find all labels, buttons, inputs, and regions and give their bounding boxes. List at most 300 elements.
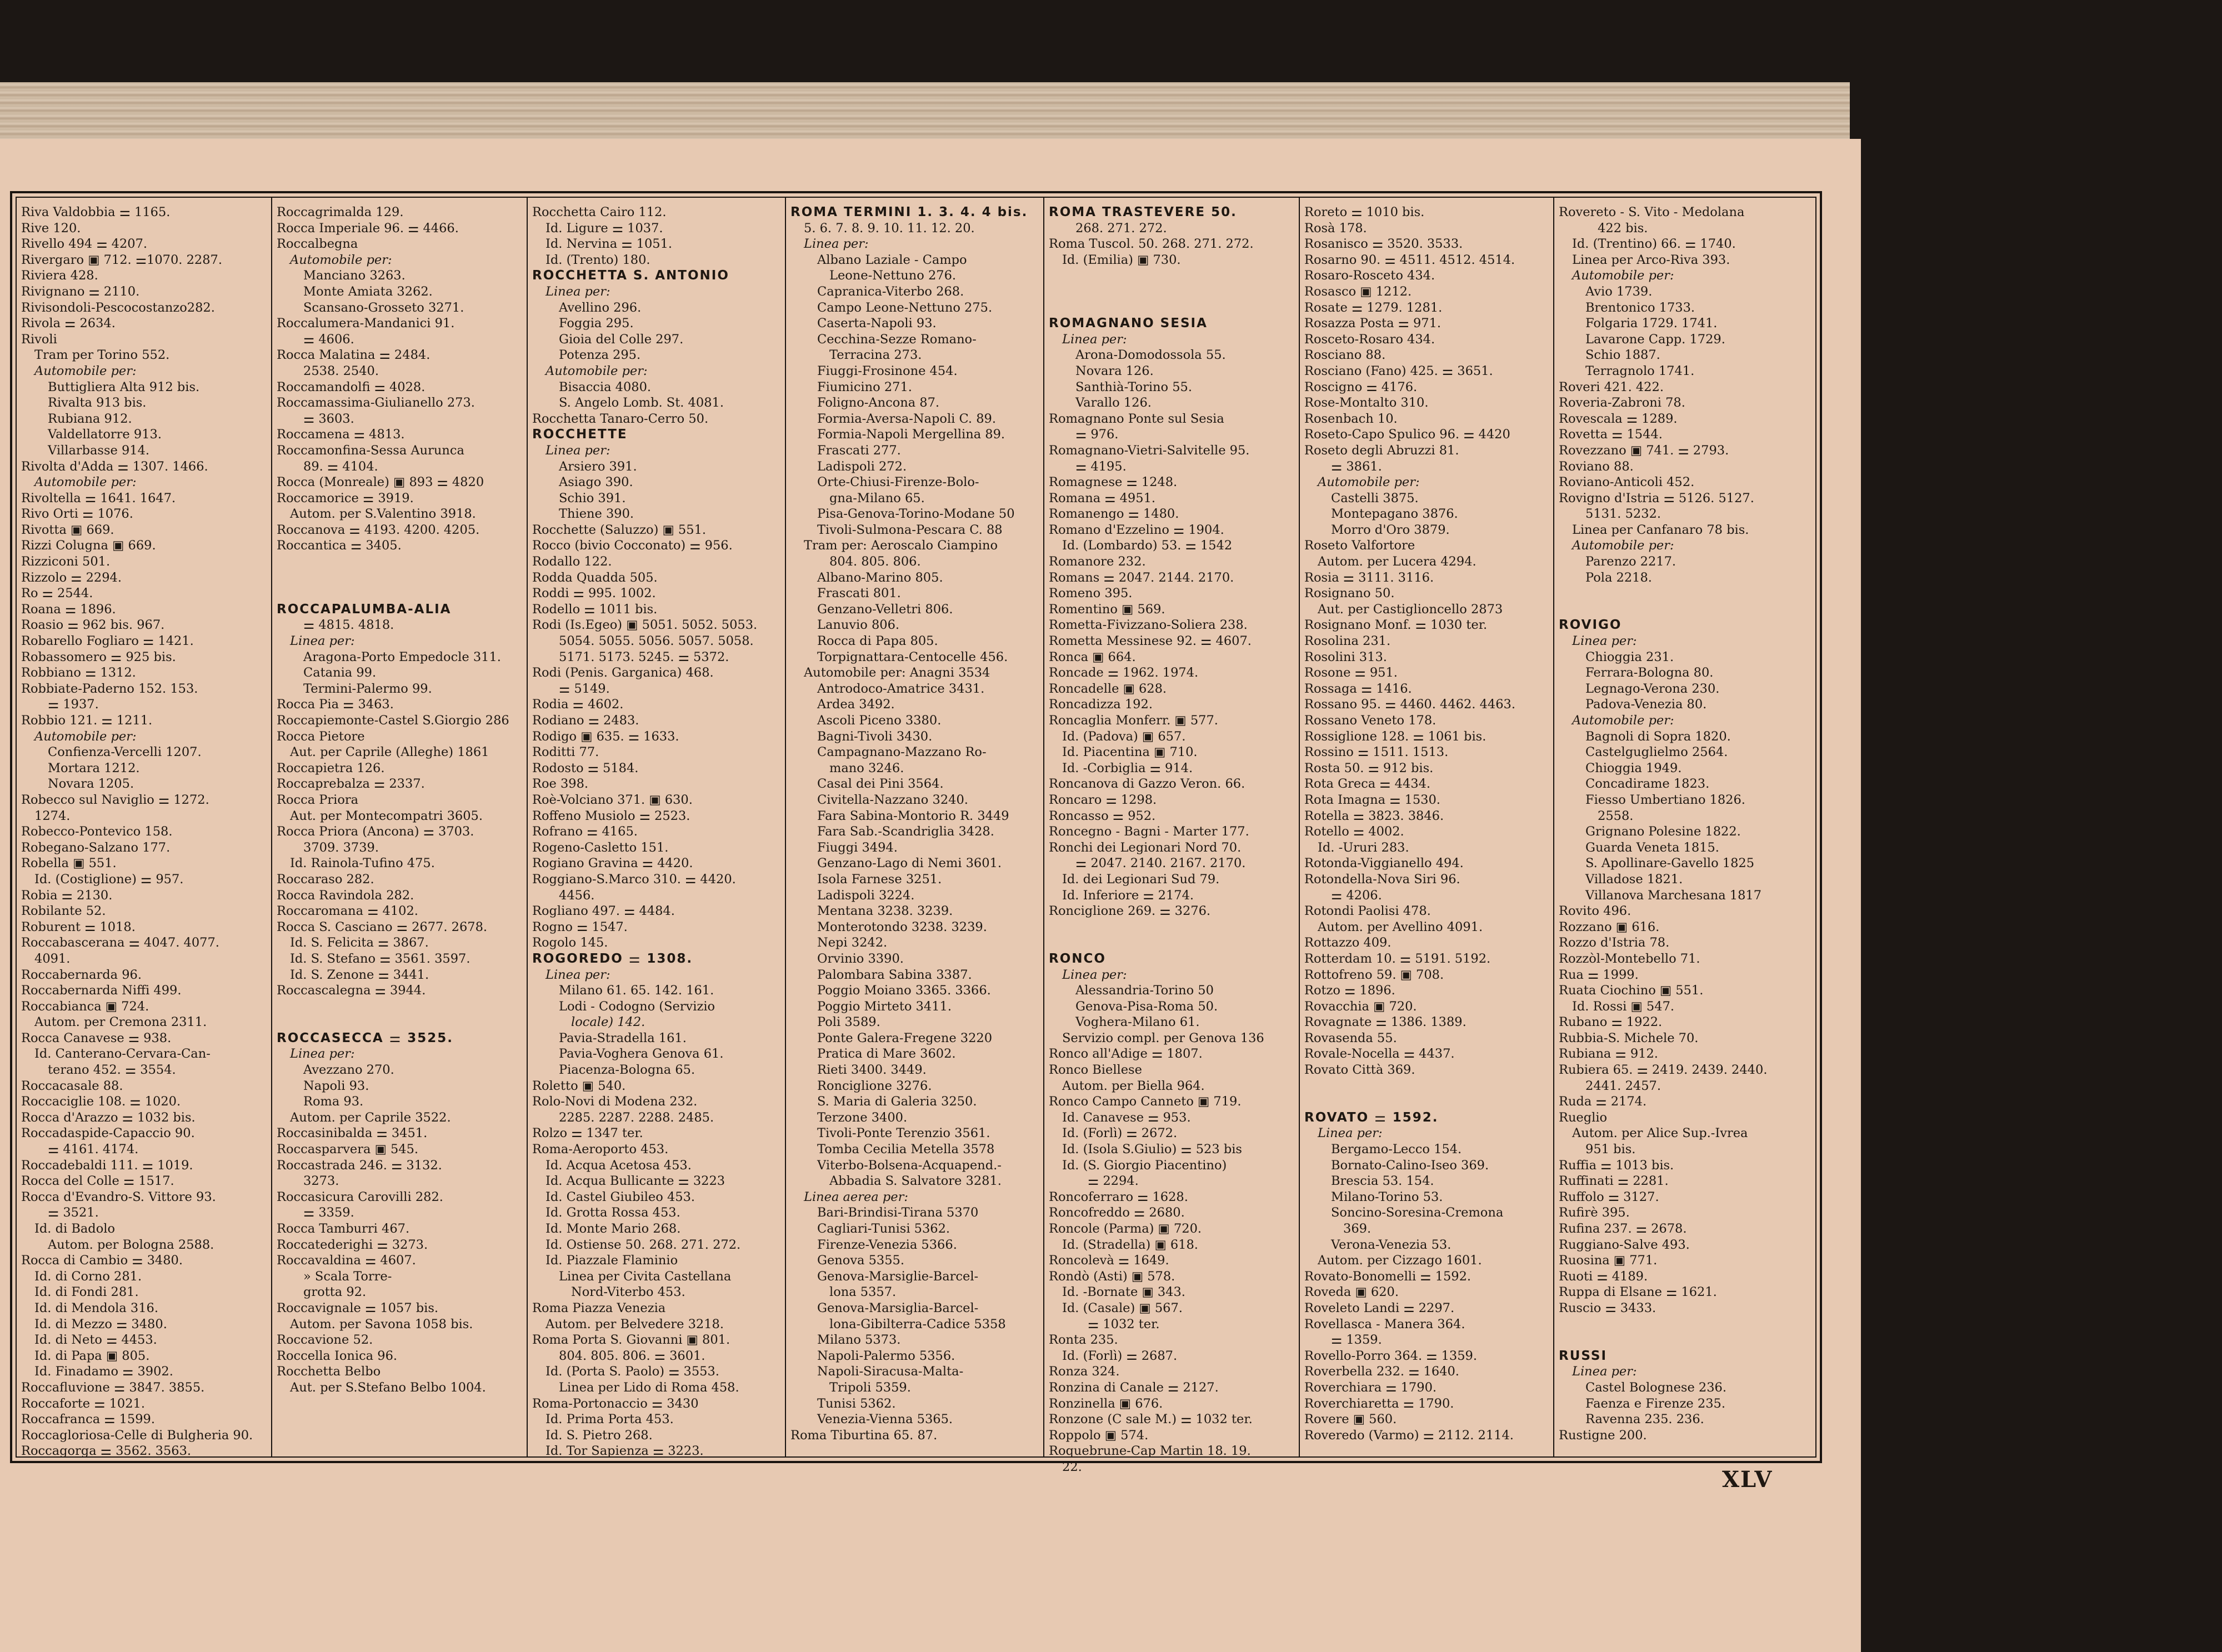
index-entry: Romanengo ⚌ 1480. (1049, 507, 1179, 522)
index-entry: Concadirame 1823. (1585, 777, 1710, 792)
index-entry: ⚌ 3603. (303, 411, 354, 426)
index-entry: Rosasco ▣ 1212. (1304, 284, 1412, 299)
index-entry: Fara Sabina-Montorio R. 3449 (817, 808, 1009, 823)
station-heading: RONCO (1049, 951, 1106, 966)
index-entry: Roccagloriosa-Celle di Bulgheria 90. (21, 1428, 253, 1443)
index-entry: Rizzolo ⚌ 2294. (21, 570, 122, 585)
index-entry: Id. Nervina ⚌ 1051. (546, 237, 673, 252)
index-entry: Pratica di Mare 3602. (817, 1047, 956, 1062)
index-entry: Roccasinibalda ⚌ 3451. (277, 1126, 428, 1141)
index-column-7 (1559, 204, 1809, 1453)
index-entry: Rubiana ⚌ 912. (1559, 1047, 1658, 1062)
index-entry: 951 bis. (1585, 1142, 1636, 1157)
index-entry: Genova 5355. (817, 1253, 905, 1268)
index-entry: Id. (Trento) 180. (546, 252, 650, 267)
index-entry: Rogeno-Casletto 151. (532, 840, 669, 855)
index-entry: Ronzinella ▣ 676. (1049, 1396, 1163, 1411)
index-entry: ⚌ 3861. (1331, 459, 1382, 474)
index-entry: 2441. 2457. (1585, 1078, 1661, 1093)
index-entry: Ronco Biellese (1049, 1063, 1142, 1078)
index-entry: Civitella-Nazzano 3240. (817, 792, 968, 807)
index-entry: Monte Amiata 3262. (303, 284, 433, 299)
index-entry: Roveleto Landi ⚌ 2297. (1304, 1300, 1455, 1315)
index-entry: Roccaforte ⚌ 1021. (21, 1396, 145, 1411)
index-entry: Id. di Mendola 316. (34, 1300, 159, 1315)
index-entry: Robilante 52. (21, 904, 106, 919)
index-entry: Rodallo 122. (532, 554, 612, 569)
index-entry: Linea per: (1572, 634, 1637, 649)
index-entry: Roccadaspide-Capaccio 90. (21, 1126, 195, 1141)
index-entry: Chioggia 1949. (1585, 760, 1682, 775)
index-entry: Ronta 235. (1049, 1333, 1118, 1348)
index-entry: Fiesso Umbertiano 1826. (1585, 792, 1745, 807)
index-entry: Rogno ⚌ 1547. (532, 919, 628, 934)
index-entry: Rocca Priora (Ancona) ⚌ 3703. (277, 824, 474, 839)
index-entry: Rocca di Cambio ⚌ 3480. (21, 1253, 183, 1268)
station-heading: ROVATO ⚌ 1592. (1304, 1110, 1439, 1125)
index-entry: Roe 398. (532, 777, 589, 792)
index-entry: Rivalta 913 bis. (48, 396, 147, 411)
index-entry: Rotonda-Viggianello 494. (1304, 856, 1464, 871)
index-entry: Avellino 296. (559, 300, 642, 315)
index-entry: Brentonico 1733. (1585, 300, 1695, 315)
index-entry: Rosolini 313. (1304, 649, 1387, 664)
index-entry: Fiumicino 271. (817, 379, 912, 394)
index-entry: Linea per: (1572, 1364, 1637, 1379)
index-entry: Automobile per: (1572, 268, 1674, 283)
index-entry: Formia-Aversa-Napoli C. 89. (817, 411, 997, 426)
index-entry: Rubbia-S. Michele 70. (1559, 1030, 1699, 1045)
index-entry: Id. (Porta S. Paolo) ⚌ 3553. (546, 1364, 719, 1379)
index-entry: Roditti 77. (532, 745, 599, 760)
index-entry: Rolzo ⚌ 1347 ter. (532, 1126, 643, 1141)
index-entry: Roseto-Capo Spulico 96. ⚌ 4420 (1304, 427, 1510, 442)
index-column-2 (277, 204, 520, 1453)
index-entry: Ladispoli 272. (817, 459, 907, 474)
index-entry: Linea per: (1318, 1126, 1383, 1141)
index-entry: Roccastrada 246. ⚌ 3132. (277, 1158, 442, 1173)
index-entry: Cagliari-Tunisi 5362. (817, 1222, 950, 1236)
index-entry: Gioia del Colle 297. (559, 332, 684, 347)
index-entry: Id. di Mezzo ⚌ 3480. (34, 1316, 167, 1331)
index-entry: Roccanova ⚌ 4193. 4200. 4205. (277, 522, 480, 537)
index-entry: 4091. (34, 951, 71, 966)
index-entry: Autom. per Cremona 2311. (34, 1015, 207, 1030)
index-entry: 5. 6. 7. 8. 9. 10. 11. 12. 20. (804, 221, 975, 236)
index-entry: Milano 5373. (817, 1333, 901, 1348)
index-entry: Id. Grotta Rossa 453. (546, 1205, 680, 1220)
index-entry: Automobile per: (34, 363, 137, 378)
index-entry: Roana ⚌ 1896. (21, 602, 116, 617)
index-entry: Bornato-Calino-Iseo 369. (1331, 1158, 1489, 1173)
index-entry: 5054. 5055. 5056. 5057. 5058. (559, 634, 754, 649)
index-entry: Poli 3589. (817, 1015, 880, 1030)
index-entry: Rosciano 88. (1304, 348, 1386, 363)
index-entry (1049, 935, 1292, 951)
index-entry: Id. S. Pietro 268. (546, 1428, 653, 1443)
index-entry: Novara 126. (1075, 363, 1154, 378)
index-entry: Lodi - Codogno (Servizio (559, 999, 715, 1014)
index-entry: Roviano 88. (1559, 459, 1634, 474)
index-entry: Rossano Veneto 178. (1304, 713, 1437, 728)
index-entry: Riva Valdobbia ⚌ 1165. (21, 205, 171, 219)
station-heading: ROCCAPALUMBA-ALIA (277, 602, 452, 617)
index-column-1 (21, 204, 264, 1459)
index-entry: Id. Ligure ⚌ 1037. (546, 221, 663, 236)
index-entry: Roccafluvione ⚌ 3847. 3855. (21, 1380, 205, 1395)
index-entry: Bagni-Tivoli 3430. (817, 729, 933, 744)
index-entry: Automobile per: (34, 475, 137, 490)
index-entry: S. Maria di Galeria 3250. (817, 1094, 977, 1109)
index-entry: Roncade ⚌ 1962. 1974. (1049, 665, 1199, 680)
index-entry: Avio 1739. (1585, 284, 1653, 299)
index-entry: Aut. per Castiglioncello 2873 (1318, 602, 1503, 617)
station-heading: ROVIGO (1559, 618, 1622, 633)
column-divider (271, 198, 272, 1456)
column-divider (1553, 198, 1554, 1456)
index-entry: S. Apollinare-Gavello 1825 (1585, 856, 1755, 871)
index-entry: Roveria-Zabroni 78. (1559, 396, 1685, 411)
index-entry: Id. Rainola-Tufino 475. (290, 856, 435, 871)
index-entry: Ronchi dei Legionari Nord 70. (1049, 840, 1242, 855)
index-entry: Roccella Ionica 96. (277, 1348, 398, 1363)
index-entry: Rocca d'Evandro-S. Vittore 93. (21, 1189, 216, 1204)
index-entry: Roccamorice ⚌ 3919. (277, 490, 414, 505)
index-entry: Servizio compl. per Genova 136 (1062, 1030, 1264, 1045)
index-entry: Roccapietra 126. (277, 760, 385, 775)
index-entry: Roccagorga ⚌ 3562. 3563. (21, 1444, 192, 1459)
index-entry: Napoli-Palermo 5356. (817, 1348, 955, 1363)
index-entry: Rustigne 200. (1559, 1428, 1647, 1443)
index-entry: Roccaromana ⚌ 4102. (277, 904, 418, 919)
index-entry: Rodi (Is.Egeo) ▣ 5051. 5052. 5053. (532, 618, 758, 633)
index-entry: Automobile per: (34, 729, 137, 744)
index-entry: Rotterdam 10. ⚌ 5191. 5192. (1304, 951, 1491, 966)
index-entry: Ronzone (C sale M.) ⚌ 1032 ter. (1049, 1412, 1253, 1427)
index-entry: Rosate ⚌ 1279. 1281. (1304, 300, 1443, 315)
index-entry: Campo Leone-Nettuno 275. (817, 300, 993, 315)
index-entry: Asiago 390. (559, 475, 633, 490)
index-entry: Rosanisco ⚌ 3520. 3533. (1304, 237, 1463, 252)
index-entry: Romano d'Ezzelino ⚌ 1904. (1049, 522, 1224, 537)
index-entry: Ruppa di Elsane ⚌ 1621. (1559, 1285, 1717, 1300)
index-entry: Ruosina ▣ 771. (1559, 1253, 1658, 1268)
index-entry: Rocca Ravindola 282. (277, 888, 414, 903)
index-entry: 1274. (34, 808, 71, 823)
index-entry: Roccasicura Carovilli 282. (277, 1189, 443, 1204)
index-entry: Autom. per Savona 1058 bis. (290, 1316, 473, 1331)
index-entry: Monterotondo 3238. 3239. (817, 919, 987, 934)
index-entry: Roggiano-S.Marco 310. ⚌ 4420. (532, 872, 736, 887)
index-entry: Arsiero 391. (559, 459, 637, 474)
index-entry: Rovigno d'Istria ⚌ 5126. 5127. (1559, 490, 1754, 505)
index-entry: Roncofreddo ⚌ 2680. (1049, 1205, 1185, 1220)
index-column-5 (1049, 204, 1292, 1474)
index-entry: Leone-Nettuno 276. (829, 268, 957, 283)
index-entry (1304, 1078, 1548, 1094)
index-entry: 422 bis. (1598, 221, 1648, 236)
index-entry: Id. Piazzale Flaminio (546, 1253, 678, 1268)
index-entry: Potenza 295. (559, 348, 641, 363)
index-entry: Id. (Costiglione) ⚌ 957. (34, 872, 184, 887)
index-entry: Abbadia S. Salvatore 3281. (829, 1174, 1002, 1189)
index-entry: Rotondi Paolisi 478. (1304, 904, 1431, 919)
index-entry: Roccacasale 88. (21, 1078, 123, 1093)
index-entry: Rivo Orti ⚌ 1076. (21, 507, 133, 522)
index-entry: Roffeno Musiolo ⚌ 2523. (532, 808, 690, 823)
index-entry: Ladispoli 3224. (817, 888, 915, 903)
index-entry: Rovacchia ▣ 720. (1304, 999, 1417, 1014)
index-entry: Roccaprebalza ⚌ 2337. (277, 777, 425, 792)
index-entry: Id. Ostiense 50. 268. 271. 272. (546, 1237, 741, 1252)
index-entry: Linea per Civita Castellana (559, 1269, 732, 1284)
index-entry: 2538. 2540. (303, 363, 379, 378)
index-entry: terano 452. ⚌ 3554. (48, 1063, 176, 1078)
index-entry: Napoli-Siracusa-Malta- (817, 1364, 964, 1379)
index-entry: Valdellatorre 913. (48, 427, 162, 442)
index-entry: Id. Canavese ⚌ 953. (1062, 1110, 1191, 1125)
index-entry: Roveda ▣ 620. (1304, 1285, 1399, 1300)
index-entry: Tunisi 5362. (817, 1396, 896, 1411)
index-entry: Rovetta ⚌ 1544. (1559, 427, 1663, 442)
index-entry: Piacenza-Bologna 65. (559, 1063, 695, 1078)
index-entry: Rosta 50. ⚌ 912 bis. (1304, 760, 1434, 775)
index-entry: lona 5357. (829, 1285, 897, 1300)
index-entry: Avezzano 270. (303, 1063, 394, 1078)
index-entry: Rometta Messinese 92. ⚌ 4607. (1049, 634, 1252, 649)
index-entry: Rosà 178. (1304, 221, 1367, 236)
index-entry: Roccaciglie 108. ⚌ 1020. (21, 1094, 181, 1109)
index-entry: Ronciglione 269. ⚌ 3276. (1049, 904, 1211, 919)
index-entry: Arona-Domodossola 55. (1075, 348, 1226, 363)
index-entry: Rozzo d'Istria 78. (1559, 935, 1670, 950)
index-entry: Roma-Aeroporto 453. (532, 1142, 669, 1157)
index-entry: Roburent ⚌ 1018. (21, 919, 136, 934)
index-entry: Ruffolo ⚌ 3127. (1559, 1189, 1659, 1204)
index-entry: Bari-Brindisi-Tirana 5370 (817, 1205, 979, 1220)
index-entry: Rodiano ⚌ 2483. (532, 713, 639, 728)
index-entry: Ronzina di Canale ⚌ 2127. (1049, 1380, 1219, 1395)
index-entry: 3709. 3739. (303, 840, 379, 855)
index-entry: Roccabascerana ⚌ 4047. 4077. (21, 935, 219, 950)
index-entry: Rovere ▣ 560. (1304, 1412, 1397, 1427)
index-entry: Ruda ⚌ 2174. (1559, 1094, 1647, 1109)
column-divider (785, 198, 786, 1456)
index-entry: Id. S. Stefano ⚌ 3561. 3597. (290, 951, 471, 966)
index-entry: Milano-Torino 53. (1331, 1189, 1443, 1204)
index-entry: » Scala Torre- (303, 1269, 392, 1284)
index-entry: Roncaglia Monferr. ▣ 577. (1049, 713, 1218, 728)
index-entry: Roncanova di Gazzo Veron. 66. (1049, 777, 1245, 792)
index-entry: Rovescala ⚌ 1289. (1559, 411, 1678, 426)
station-heading: ROGOREDO ⚌ 1308. (532, 951, 693, 966)
index-entry: Rovasenda 55. (1304, 1030, 1397, 1045)
index-entry: Ronca ▣ 664. (1049, 649, 1136, 664)
index-entry: gna-Milano 65. (829, 490, 925, 505)
station-heading: ROMAGNANO SESIA (1049, 316, 1208, 331)
index-entry: Rota Greca ⚌ 4434. (1304, 777, 1431, 792)
index-entry: Faenza e Firenze 235. (1585, 1396, 1725, 1411)
index-entry: Rocchetta Cairo 112. (532, 205, 667, 219)
index-entry: Novara 1205. (48, 777, 134, 792)
index-entry: Id. Tor Sapienza ⚌ 3223. (546, 1444, 704, 1459)
index-entry: Tivoli-Sulmona-Pescara C. 88 (817, 522, 1003, 537)
index-entry: 268. 271. 272. (1075, 221, 1167, 236)
index-entry: Manciano 3263. (303, 268, 406, 283)
index-entry: Id. Canterano-Cervara-Can- (34, 1047, 211, 1062)
index-entry: Roccagrimalda 129. (277, 205, 404, 219)
index-entry: Roscigno ⚌ 4176. (1304, 379, 1418, 394)
index-entry: Rota Imagna ⚌ 1530. (1304, 792, 1440, 807)
index-entry: Rosone ⚌ 951. (1304, 665, 1398, 680)
index-entry: Automobile per: (290, 252, 392, 267)
index-entry: Folgaria 1729. 1741. (1585, 316, 1718, 331)
station-heading: ROMA TERMINI 1. 3. 4. 4 bis. (790, 205, 1028, 219)
index-entry: Pavia-Stradella 161. (559, 1030, 687, 1045)
index-entry: Roccavione 52. (277, 1333, 373, 1348)
index-entry (1559, 585, 1809, 602)
index-entry: Lavarone Capp. 1729. (1585, 332, 1725, 347)
index-entry: ⚌ 4195. (1075, 459, 1127, 474)
index-entry: Terzone 3400. (817, 1110, 908, 1125)
index-entry: Rottazzo 409. (1304, 935, 1392, 950)
index-entry: Ronciglione 3276. (817, 1078, 932, 1093)
index-entry: Robbiate-Paderno 152. 153. (21, 681, 198, 696)
index-entry: Orte-Chiusi-Firenze-Bolo- (817, 475, 979, 490)
index-entry: Autom. per Cizzago 1601. (1318, 1253, 1482, 1268)
index-entry: Rocca Tamburri 467. (277, 1222, 410, 1236)
index-entry: Roviano-Anticoli 452. (1559, 475, 1695, 490)
index-entry: Rodigo ▣ 635. ⚌ 1633. (532, 729, 679, 744)
index-entry: Rossino ⚌ 1511. 1513. (1304, 745, 1449, 760)
index-entry: Linea per: (546, 443, 610, 458)
index-entry: Scansano-Grosseto 3271. (303, 300, 464, 315)
index-entry: Parenzo 2217. (1585, 554, 1676, 569)
index-entry: 5131. 5232. (1585, 507, 1661, 522)
index-entry: Roma Tuscol. 50. 268. 271. 272. (1049, 237, 1254, 252)
index-entry: Ronco Campo Canneto ▣ 719. (1049, 1094, 1242, 1109)
index-entry: Ferrara-Bologna 80. (1585, 665, 1714, 680)
index-entry: Caserta-Napoli 93. (817, 316, 937, 331)
index-entry: Ronco all'Adige ⚌ 1807. (1049, 1047, 1203, 1062)
station-heading: ROCCHETTE (532, 427, 628, 442)
index-entry: Termini-Palermo 99. (303, 681, 432, 696)
index-entry (1559, 1332, 1809, 1348)
index-entry: Roma 93. (303, 1094, 364, 1109)
index-entry: Linea per Canfanaro 78 bis. (1572, 522, 1749, 537)
index-entry: ⚌ 4206. (1331, 888, 1382, 903)
index-entry: Autom. per Lucera 4294. (1318, 554, 1477, 569)
index-entry: Bergamo-Lecco 154. (1331, 1142, 1462, 1157)
index-entry: Rubiana 912. (48, 411, 132, 426)
index-entry: Venezia-Vienna 5365. (817, 1412, 953, 1427)
index-entry: Castel Bolognese 236. (1585, 1380, 1727, 1395)
index-entry: Firenze-Venezia 5366. (817, 1237, 957, 1252)
index-entry: Rive 120. (21, 221, 81, 236)
index-entry: Pavia-Voghera Genova 61. (559, 1047, 724, 1062)
index-entry: Id. (Forlì) ⚌ 2672. (1062, 1126, 1178, 1141)
index-entry: Rossiglione 128. ⚌ 1061 bis. (1304, 729, 1487, 744)
book-page-edge (0, 82, 1850, 144)
index-entry: Automobile per: (1572, 713, 1674, 728)
index-entry: Roppolo ▣ 574. (1049, 1428, 1149, 1443)
index-entry: ⚌ 3359. (303, 1205, 354, 1220)
index-entry: mano 3246. (829, 760, 904, 775)
index-entry: Rizziconi 501. (21, 554, 111, 569)
index-entry: Genova-Marsiglie-Barcel- (817, 1269, 979, 1284)
index-column-3 (532, 204, 777, 1459)
index-entry: Padova-Venezia 80. (1585, 697, 1707, 712)
index-entry: Rosarno 90. ⚌ 4511. 4512. 4514. (1304, 252, 1515, 267)
index-entry (1049, 268, 1292, 284)
index-entry: Rosignano Monf. ⚌ 1030 ter. (1304, 618, 1488, 633)
index-entry: Romagnano-Vietri-Salvitelle 95. (1049, 443, 1250, 458)
index-entry: Frascati 801. (817, 586, 901, 601)
index-entry: Id. -Corbiglia ⚌ 914. (1062, 760, 1193, 775)
index-entry: Rondò (Asti) ▣ 578. (1049, 1269, 1175, 1284)
index-entry: Rodda Quadda 505. (532, 570, 658, 585)
index-entry: Terracina 273. (829, 348, 922, 363)
index-entry: Robbiano ⚌ 1312. (21, 665, 136, 680)
index-entry: Roccantica ⚌ 3405. (277, 538, 402, 553)
index-entry: Romeno 395. (1049, 586, 1133, 601)
index-entry: locale) 142. (571, 1015, 645, 1030)
index-entry: Tivoli-Ponte Terenzio 3561. (817, 1126, 990, 1141)
index-entry: Brescia 53. 154. (1331, 1174, 1434, 1189)
index-entry: Poggio Mirteto 3411. (817, 999, 952, 1014)
index-entry: Rocca Canavese ⚌ 938. (21, 1030, 172, 1045)
index-entry: Rogiano Gravina ⚌ 4420. (532, 856, 693, 871)
index-entry: Roseto Valfortore (1304, 538, 1415, 553)
index-entry: Rodi (Penis. Garganica) 468. (532, 665, 714, 680)
index-entry: Foggia 295. (559, 316, 634, 331)
column-divider (1299, 198, 1300, 1456)
index-entry: Ruffinati ⚌ 2281. (1559, 1174, 1669, 1189)
index-entry: Robarello Fogliaro ⚌ 1421. (21, 634, 194, 649)
index-entry: Ruscio ⚌ 3433. (1559, 1300, 1657, 1315)
index-entry: Roccavaldina ⚌ 4607. (277, 1253, 416, 1268)
index-entry: Rossaga ⚌ 1416. (1304, 681, 1412, 696)
index-entry: Rotello ⚌ 4002. (1304, 824, 1404, 839)
index-entry: Roccascalegna ⚌ 3944. (277, 983, 426, 998)
index-entry: Id. Acqua Bullicante ⚌ 3223 (546, 1174, 725, 1189)
page-number: XLV (1722, 1466, 1773, 1493)
index-entry: Roasio ⚌ 962 bis. 967. (21, 618, 165, 633)
index-entry: Roccamassima-Giulianello 273. (277, 396, 475, 411)
index-entry: Thiene 390. (559, 507, 634, 522)
index-entry: Rocca Malatina ⚌ 2484. (277, 348, 431, 363)
index-entry: Morro d'Oro 3879. (1331, 522, 1450, 537)
index-entry: Id. Inferiore ⚌ 2174. (1062, 888, 1194, 903)
index-entry: Poggio Moiano 3365. 3366. (817, 983, 991, 998)
index-entry: Roncasso ⚌ 952. (1049, 808, 1156, 823)
index-entry: Roccavignale ⚌ 1057 bis. (277, 1300, 439, 1315)
index-entry: Aut. per Caprile (Alleghe) 1861 (290, 745, 489, 760)
index-entry: Catania 99. (303, 665, 377, 680)
index-entry: Isola Farnese 3251. (817, 872, 942, 887)
index-entry: Bisaccia 4080. (559, 379, 652, 394)
index-entry: Linea per: (546, 284, 610, 299)
index-entry: Ro ⚌ 2544. (21, 586, 93, 601)
index-entry: ⚌ 4815. 4818. (303, 618, 394, 633)
index-entry: Rocca del Colle ⚌ 1517. (21, 1174, 174, 1189)
station-heading: ROMA TRASTEVERE 50. (1049, 205, 1237, 219)
index-entry: Rivoli (21, 332, 57, 347)
index-entry: Aut. per S.Stefano Belbo 1004. (290, 1380, 486, 1395)
index-entry: Roncole (Parma) ▣ 720. (1049, 1222, 1202, 1236)
index-entry: Napoli 93. (303, 1078, 369, 1093)
index-entry: Albano-Marino 805. (817, 570, 943, 585)
